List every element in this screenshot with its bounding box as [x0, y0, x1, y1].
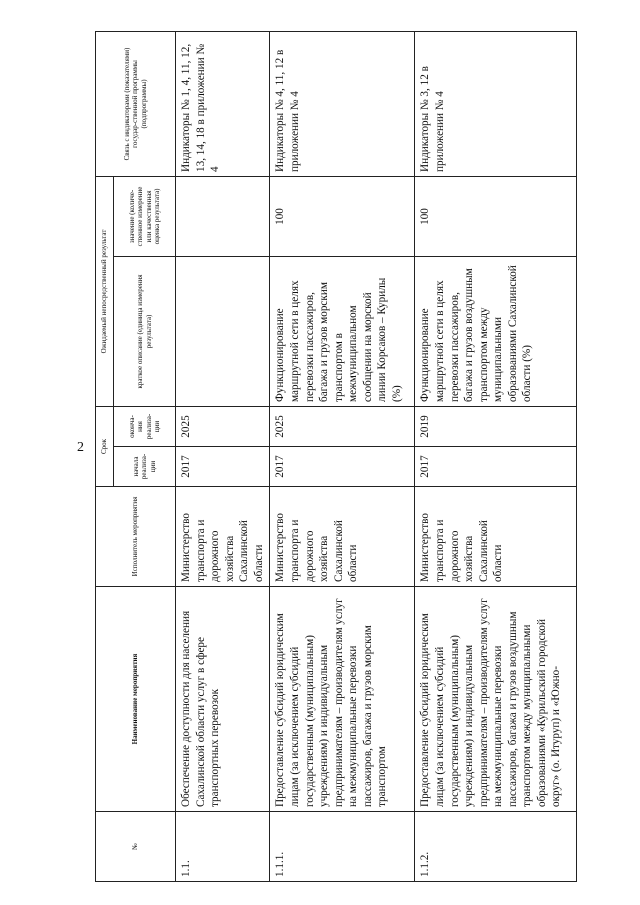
- row-description: Функционирование маршрутной сети в целях перевозки пассажиров, багажа и грузов морским транспортом в межмуниципальном сообщении на морской линии Корсаков – Курилы (%): [270, 256, 415, 406]
- row-end: 2025: [176, 406, 270, 446]
- row-start: 2017: [176, 447, 270, 487]
- table-row: [176, 31, 270, 881]
- header-executor: Исполнитель мероприятия: [96, 487, 176, 587]
- row-number: 1.1.1.: [270, 812, 415, 882]
- table-row: [270, 31, 415, 881]
- header-term-end: оконча-ния реализа-ции: [114, 406, 176, 446]
- header-term: Срок: [96, 406, 114, 486]
- row-executor: Министерство транспорта и дорожного хозяйства Сахалинской области: [176, 487, 270, 587]
- row-number: 1.1.2.: [415, 812, 577, 882]
- header-value: значение (количе-ственное измерение или качественная оценка результата): [114, 176, 176, 256]
- row-start: 2017: [270, 447, 415, 487]
- row-name: Предоставление субсидий юридическим лицам (за исключением субсидий государственным (муниципальным) учреждениям) и индивидуальным предпринимателям – производителям услуг на межмуниципальные перевозки пассажиров, багажа и грузов воздушным транспортом между муниципальными образованиями «Курильский городской округ» (о. Итуруп) и «Южно-: [415, 587, 577, 812]
- page-number: 2: [77, 440, 84, 455]
- header-link: Связь с индикаторами (показателями) государ-ственной программы (подпрограммы): [96, 31, 176, 176]
- header-name: Наименование мероприятия: [96, 587, 176, 812]
- row-name: Предоставление субсидий юридическим лицам (за исключением субсидий государственным (муниципальным) учреждениям) и индивидуальным предпринимателям – производителям услуг на межмуниципальные перевозки пассажиров, багажа и грузов морским транспортом: [270, 587, 415, 812]
- row-link: Индикаторы № 4, 11, 12 в приложении № 4: [270, 31, 415, 176]
- row-executor: Министерство транспорта и дорожного хозяйства Сахалинской области: [415, 487, 577, 587]
- header-row-1: [96, 31, 114, 881]
- header-term-start: начала реализа-ции: [114, 447, 176, 487]
- row-value: 100: [270, 176, 415, 256]
- row-number: 1.1.: [176, 812, 270, 882]
- rotated-table-wrapper: [95, 32, 577, 882]
- row-description: [176, 256, 270, 406]
- row-end: 2019: [415, 406, 577, 446]
- header-number: №: [96, 812, 176, 882]
- row-description: Функционирование маршрутной сети в целях перевозки пассажиров, багажа и грузов воздушным транспортом между муниципальными образованиями Сахалинской области (%): [415, 256, 577, 406]
- row-executor: Министерство транспорта и дорожного хозяйства Сахалинской области: [270, 487, 415, 587]
- row-end: 2025: [270, 406, 415, 446]
- header-expected-result: Ожидаемый непосредственный результат: [96, 176, 114, 406]
- row-link: Индикаторы № 3, 12 в приложении № 4: [415, 31, 577, 176]
- header-short-description: краткое описание (единица измерения результата): [114, 256, 176, 406]
- row-link: Индикаторы № 1, 4, 11, 12, 13, 14, 18 в приложении № 4: [176, 31, 270, 176]
- table-row: [415, 31, 577, 881]
- measures-table: [95, 31, 577, 882]
- row-value: [176, 176, 270, 256]
- row-start: 2017: [415, 447, 577, 487]
- row-value: 100: [415, 176, 577, 256]
- row-name: Обеспечение доступности для населения Сахалинской области услуг в сфере транспортных перевозок: [176, 587, 270, 812]
